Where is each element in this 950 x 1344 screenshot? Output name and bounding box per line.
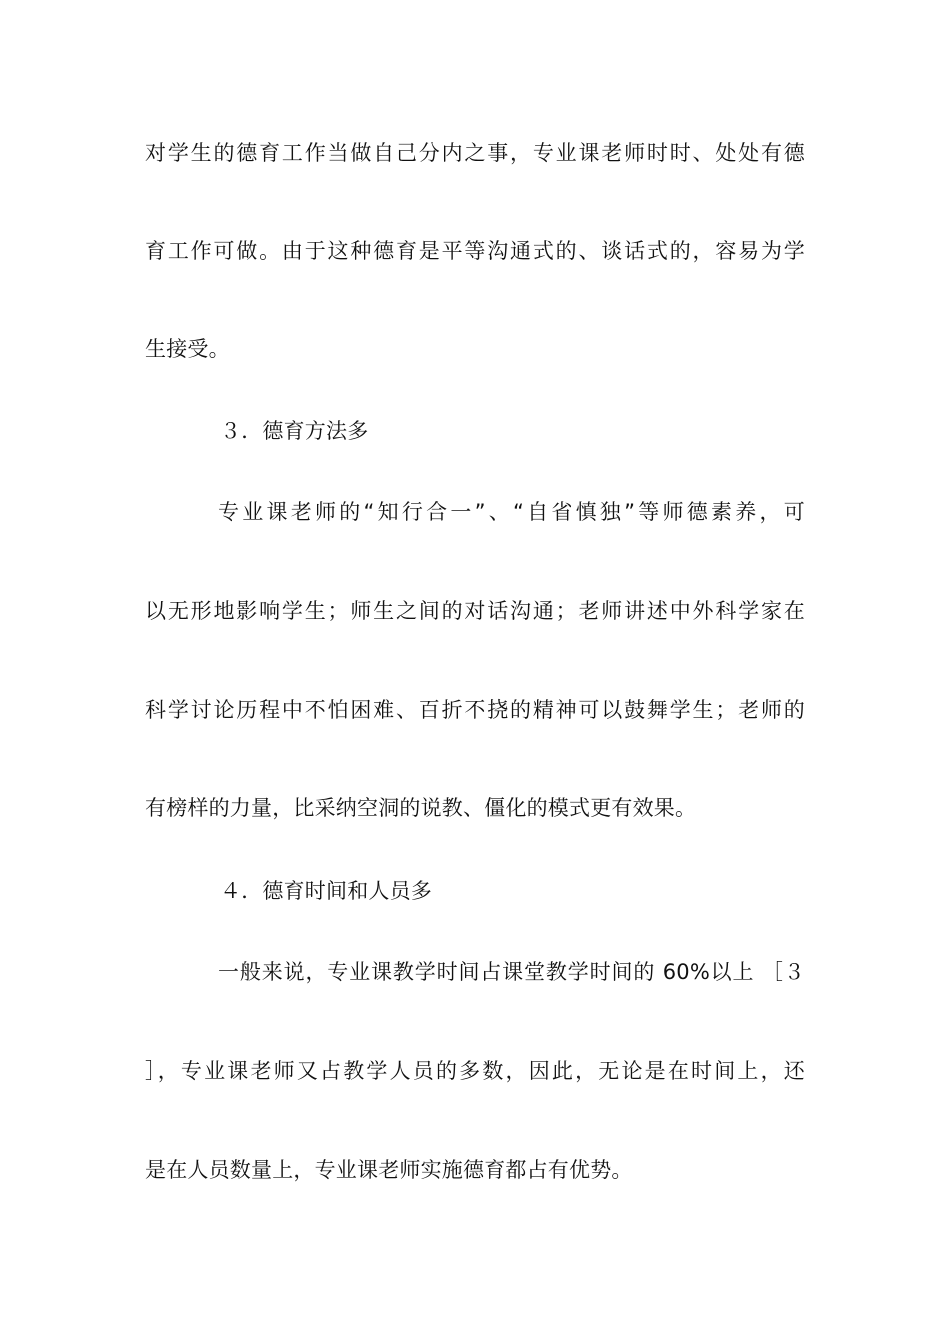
paragraph-1-line-3: 生接受。 — [145, 337, 230, 361]
section-3-line-3: 科学讨论历程中不怕困难、百折不挠的精神可以鼓舞学生；老师的 — [145, 698, 805, 722]
section-4-line-1: 一般来说，专业课教学时间占课堂教学时间的 60%以上 ［３ — [218, 960, 805, 984]
paragraph-1-line-2: 育工作可做。由于这种德育是平等沟通式的、谈话式的，容易为学 — [145, 239, 805, 263]
section-3-line-4: 有榜样的力量，比采纳空洞的说教、僵化的模式更有效果。 — [145, 796, 697, 820]
section-3-heading: ３．德育方法多 — [220, 419, 369, 443]
section-4-heading: ４．德育时间和人员多 — [220, 879, 432, 903]
section-3-line-2: 以无形地影响学生；师生之间的对话沟通；老师讲述中外科学家在 — [145, 599, 805, 623]
paragraph-1-line-1: 对学生的德育工作当做自己分内之事，专业课老师时时、处处有德 — [145, 141, 805, 165]
section-3-line-1: 专业课老师的“知行合一”、“自省慎独”等师德素养，可 — [218, 500, 805, 524]
section-4-line-3: 是在人员数量上，专业课老师实施德育都占有优势。 — [145, 1158, 633, 1182]
section-4-line-2: ］，专业课老师又占教学人员的多数，因此，无论是在时间上，还 — [145, 1059, 805, 1083]
